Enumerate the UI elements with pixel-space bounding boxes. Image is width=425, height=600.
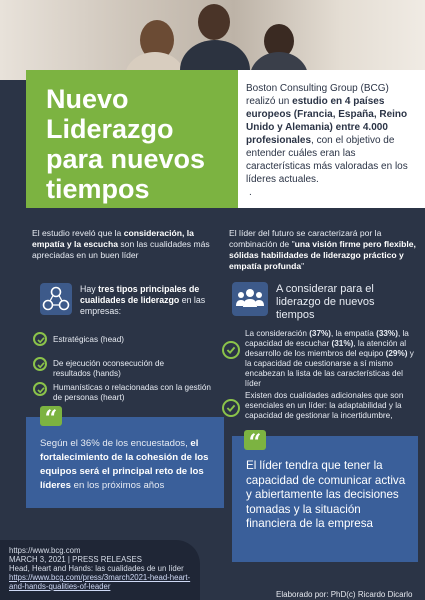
- check-icon: [33, 382, 47, 396]
- list-item: Estratégicas (head): [53, 335, 124, 344]
- source-title: Head, Heart and Hands: las cualidades de un líder: [9, 564, 184, 573]
- source-url: https://www.bcg.com: [9, 546, 81, 555]
- list-item: Humanísticas o relacionadas con la gestión de personas (heart): [53, 383, 211, 402]
- consider-item: Existen dos cualidades adicionales que son esenciales en un líder: la adaptabilidad y la capacidad de gestionar la incertidumbre,: [245, 391, 404, 420]
- source-date: MARCH 3, 2021 | PRESS RELEASES: [9, 555, 142, 564]
- quote-left-text: Según el 36% de los encuestados, el fortalecimiento de la cohesión de los equipos será el principal reto de los líderes en los próximos años: [40, 438, 209, 491]
- intro-text: Boston Consulting Group (BCG) realizó un estudio en 4 países europeos (Francia, España, Reino Unido y Alemania) entre 4.000 profesionales, con el objetivo de entender cuáles eran las características más valoradas en los líderes actuales. .: [246, 83, 408, 198]
- author-credit: Elaborado por: PhD(c) Ricardo Dicarlo: [276, 590, 413, 599]
- check-icon: [33, 357, 47, 371]
- team-icon: [232, 282, 268, 316]
- consider-item: La consideración (37%), la empatía (33%), la capacidad de escuchar (31%), la atención al desarrollo de los miembros del equipo (29%) y la capacidad de cuestionarse a sí mismo encabezan la lista de las características del líder: [245, 329, 414, 388]
- check-icon: [222, 399, 240, 417]
- page-title: Nuevo Liderazgo para nuevos tiempos: [46, 84, 206, 204]
- consider-title: A considerar para el liderazgo de nuevos tiempos: [276, 283, 375, 321]
- quote-icon: “: [40, 406, 62, 426]
- source-link[interactable]: https://www.bcg.com/press/3march2021-head-heart-: [9, 573, 191, 582]
- network-icon: [40, 283, 72, 315]
- check-icon: [33, 332, 47, 346]
- left-intro: El estudio reveló que la consideración, la empatía y la escucha son las cualidades más apreciadas en un buen líder: [32, 228, 210, 260]
- check-icon: [222, 341, 240, 359]
- types-intro: Hay tres tipos principales de cualidades de liderazgo en las empresas:: [80, 284, 206, 316]
- source-link[interactable]: and-hands-qualities-of-leader: [9, 582, 111, 591]
- header-photo: [0, 0, 425, 80]
- quote-right-text: El líder tendra que tener la capacidad de comunicar activa y abiertamente las decisiones tomadas y la situación financiera de la empresa: [246, 459, 406, 530]
- right-intro: El líder del futuro se caracterizará por la combinación de "una visión firme pero flexible, sólidas habilidades de liderazgo práctico y empatía profunda": [229, 228, 416, 271]
- quote-icon: “: [244, 430, 266, 450]
- list-item: De ejecución oconsecución de resultados (hands): [53, 359, 165, 378]
